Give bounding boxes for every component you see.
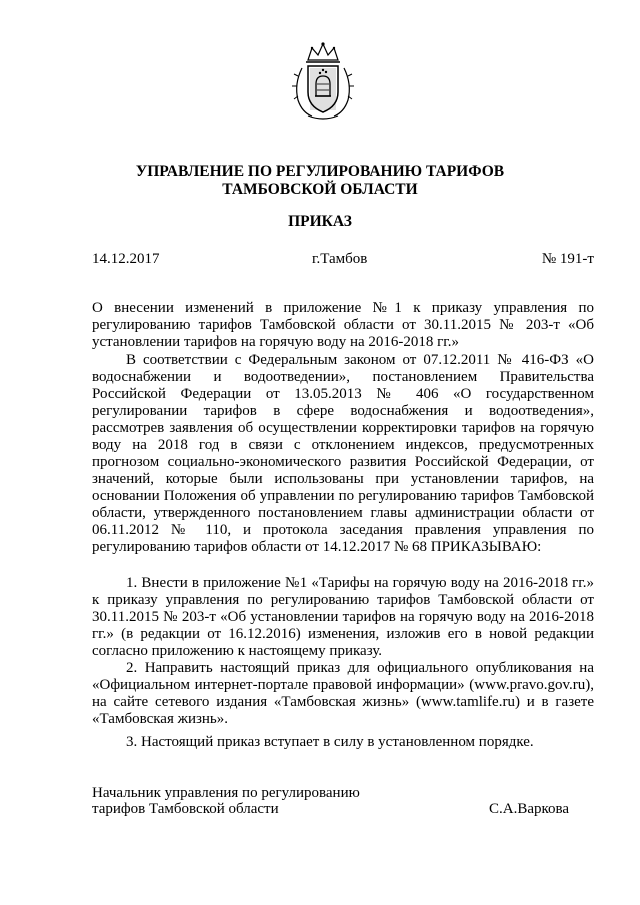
document-date: 14.12.2017 [92,251,160,267]
tambov-coat-of-arms-icon [290,40,356,122]
order-item-3: 3. Настоящий приказ вступает в силу в установленном порядке. [126,734,534,750]
order-item-1: 1. Внести в приложение №1 «Тарифы на горячую воду на 2016-2018 гг.» к приказу управления по регулированию тарифов Тамбовской области от 30.11.2015 № 203-т «Об установлении тарифов на горячую воду на 2016-2018 гг.» (в редакции от 16.12.2016) изменения, изложив его в новой редакции согласно приложению к настоящему приказу. [92,575,594,659]
preamble-paragraph: В соответствии с Федеральным законом от 07.12.2011 № 416-ФЗ «О водоснабжении и водоотведении», постановлением Правительства Российской Федерации от 13.05.2013 № 406 «О государственном регулировании тарифов в сфере водоснабжения и водоотведения», рассмотрев заявления об осуществлении корректировки тарифов на горячую воду на 2018 год в связи с отклонением индексов, предусмотренных прогнозом социально-экономического развития Российской Федерации, от значений, которые были использованы при установлении тарифов, на основании Положения об управлении по регулированию тарифов Тамбовской области, утвержденного постановлением главы администрации области от 06.11.2012 № 110, и протокола заседания правления управления по регулированию тарифов области от 14.12.2017 № 68 ПРИКАЗЫВАЮ: [92,352,594,555]
document-number: № 191-т [541,251,594,267]
organization-name-line2: ТАМБОВСКОЙ ОБЛАСТИ [222,181,418,198]
document-type: ПРИКАЗ [288,213,352,230]
signatory-name: С.А.Варкова [489,801,570,817]
document-subject: О внесении изменений в приложение №1 к приказу управления по регулированию тарифов Тамбовской области от 30.11.2015 № 203-т «Об установлении тарифов на горячую воду на 2016-2018 гг.» [92,300,594,350]
signatory-position-line1: Начальник управления по регулированию [92,785,360,801]
organization-name-line1: УПРАВЛЕНИЕ ПО РЕГУЛИРОВАНИЮ ТАРИФОВ [135,163,505,180]
signatory-position-line2: тарифов Тамбовской области [92,801,279,817]
document-city: г.Тамбов [312,251,368,267]
order-item-2: 2. Направить настоящий приказ для официального опубликования на «Официальном интернет-портале правовой информации» (www.pravo.gov.ru), на сайте сетевого издания «Тамбовская жизнь» (www.tamlife.ru) и в газете «Тамбовская жизнь». [92,660,594,727]
signatory-position [92,785,360,817]
organization-name [80,163,560,199]
